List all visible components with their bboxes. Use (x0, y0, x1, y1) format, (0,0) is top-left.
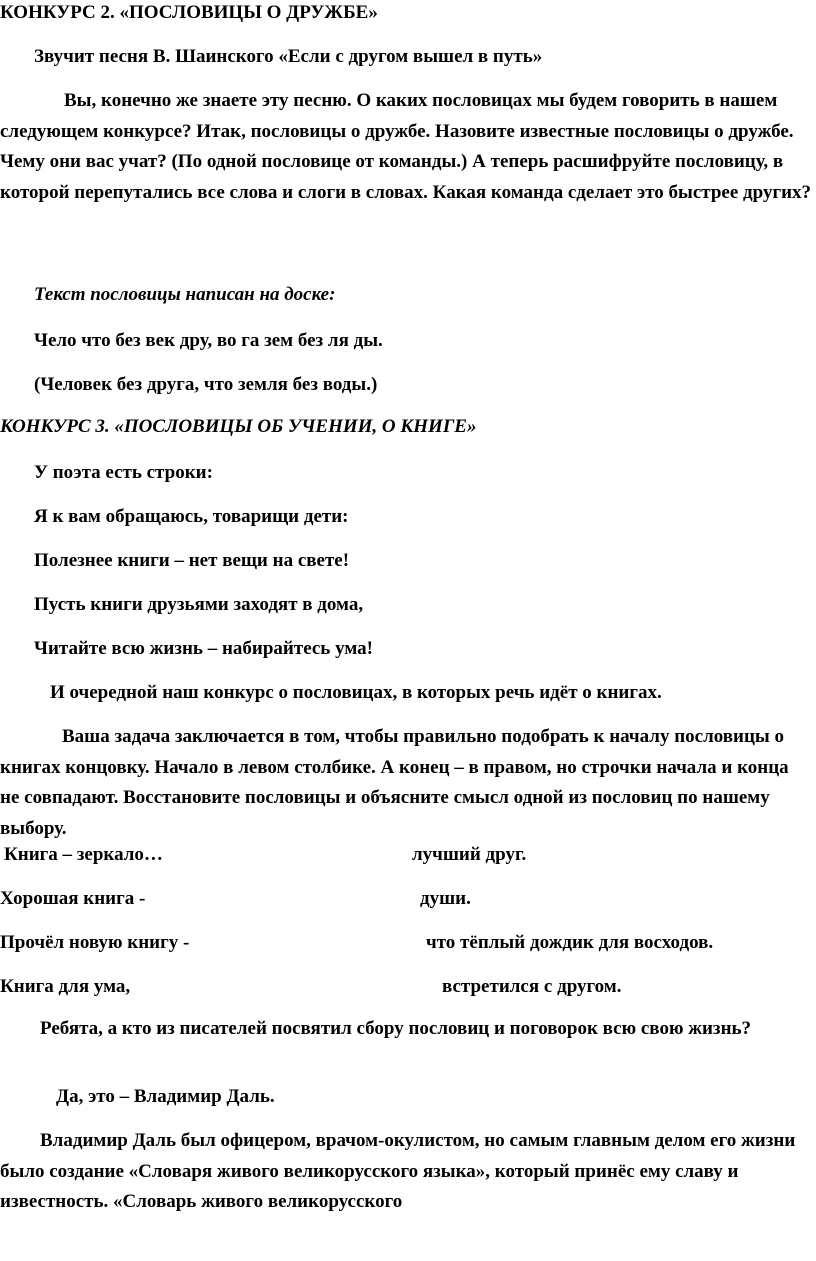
proverb-start: Книга – зеркало… (4, 844, 163, 865)
contest3-heading: КОНКУРС 3. «ПОСЛОВИЦЫ ОБ УЧЕНИИ, О КНИГЕ» (0, 416, 477, 437)
proverb-end: лучший друг. (412, 844, 527, 865)
task-text: Ваша задача заключается в том, чтобы правильно подобрать к началу пословицы о книгах концовку. Начало в левом столбике. А конец – в правом, но строчки начала и конца не совпадают. Восстановите пословицы и объясните смысл одной из пословиц по нашему выбору. (0, 726, 789, 839)
poem-line: Полезнее книги – нет вещи на свете! (34, 550, 350, 571)
proverb-end: души. (420, 888, 471, 909)
proverb-answer: (Человек без друга, что земля без воды.) (34, 374, 378, 395)
answer-text: Да, это – Владимир Даль. (56, 1086, 275, 1107)
proverb-end: встретился с другом. (442, 976, 622, 997)
poem-line: Пусть книги друзьями заходят в дома, (34, 594, 364, 615)
question-text: Ребята, а кто из писателей посвятил сбору пословиц и поговорок всю свою жизнь? (40, 1018, 752, 1039)
contest2-heading: КОНКУРС 2. «ПОСЛОВИЦЫ О ДРУЖБЕ» (0, 2, 378, 23)
proverb-start: Книга для ума, (0, 976, 131, 997)
scrambled-proverb: Чело что без век дру, во га зем без ля ды. (34, 330, 383, 351)
proverb-start: Прочёл новую книгу - (0, 932, 190, 953)
next-contest-text: И очередной наш конкурс о пословицах, в которых речь идёт о книгах. (50, 682, 662, 703)
dahl-paragraph: Владимир Даль был офицером, врачом-окулистом, но самым главным делом его жизни было создание «Словаря живого великорусского языка», который принёс ему славу и известность. «Словарь живого великорусского (0, 1130, 796, 1212)
proverb-start: Хорошая книга - (0, 888, 146, 909)
proverb-end: что тёплый дождик для восходов. (426, 932, 714, 953)
contest2-intro: Вы, конечно же знаете эту песню. О каких пословицах мы будем говорить в нашем следующем конкурсе? Итак, пословицы о дружбе. Назовите известные пословицы о дружбе. Чему они вас учат? (По одной пословице от команды.) А теперь расшифруйте пословицу, в которой перепутались все слова и слоги в словах. Какая команда сделает это быстрее других? (0, 90, 812, 203)
board-label: Текст пословицы написан на доске: (34, 284, 336, 305)
poem-line: Я к вам обращаюсь, товарищи дети: (34, 506, 349, 527)
poem-line: Читайте всю жизнь – набирайтесь ума! (34, 638, 373, 659)
poet-intro: У поэта есть строки: (34, 462, 213, 483)
song-line: Звучит песня В. Шаинского «Если с другом вышел в путь» (34, 46, 543, 67)
